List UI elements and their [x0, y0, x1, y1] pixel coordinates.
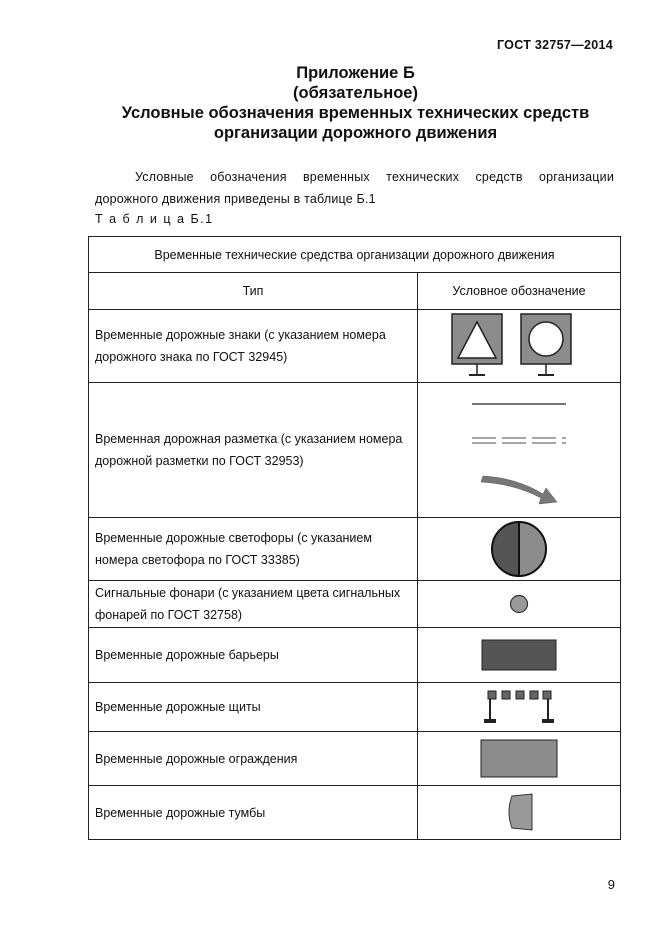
header-symbol: Условное обозначение	[418, 273, 621, 310]
table-row	[89, 683, 621, 732]
row-symbol	[418, 518, 621, 581]
table-row	[89, 732, 621, 786]
header-type: Тип	[89, 273, 418, 310]
table-row	[89, 628, 621, 683]
row-type: Временная дорожная разметка (с указанием номера дорожной разметки по ГОСТ 32953)	[89, 383, 418, 518]
appendix-heading	[88, 63, 623, 143]
appendix-title: Приложение Б	[296, 64, 415, 82]
road-fence-icon	[479, 738, 559, 780]
table-title-row	[89, 237, 621, 273]
temporary-traffic-light-icon	[489, 519, 549, 579]
intro-text: Условные обозначения временных технических средств организации дорожного движения приведены в таблице Б.1	[95, 170, 614, 206]
row-symbol	[418, 581, 621, 628]
row-type: Временные дорожные светофоры (с указанием номера светофора по ГОСТ 33385)	[89, 518, 418, 581]
row-type: Сигнальные фонари (с указанием цвета сигнальных фонарей по ГОСТ 32758)	[89, 581, 418, 628]
signal-lamp-icon	[508, 593, 530, 615]
table-header-row	[89, 273, 621, 310]
intro-paragraph	[95, 166, 614, 210]
table-title: Временные технические средства организации дорожного движения	[89, 237, 621, 273]
road-bollard-icon	[502, 792, 536, 834]
row-symbol	[418, 786, 621, 840]
row-type: Временные дорожные тумбы	[89, 786, 418, 840]
row-type: Временные дорожные щиты	[89, 683, 418, 732]
symbols-table	[88, 236, 621, 840]
row-type: Временные дорожные ограждения	[89, 732, 418, 786]
page-number: 9	[607, 877, 615, 892]
temporary-road-signs-icon	[449, 312, 589, 380]
table-caption: Т а б л и ц а Б.1	[95, 212, 214, 226]
road-barrier-icon	[479, 637, 559, 673]
standard-code: ГОСТ 32757—2014	[496, 38, 613, 52]
table-row	[89, 310, 621, 383]
table-row	[89, 383, 621, 518]
row-type: Временные дорожные барьеры	[89, 628, 418, 683]
table-row	[89, 518, 621, 581]
row-symbol	[418, 383, 621, 518]
appendix-subtitle-line2: организации дорожного движения	[213, 124, 498, 142]
row-type: Временные дорожные знаки (с указанием номера дорожного знака по ГОСТ 32945)	[89, 310, 418, 383]
appendix-status: (обязательное)	[293, 84, 418, 102]
row-symbol	[418, 628, 621, 683]
row-symbol	[418, 310, 621, 383]
table-row	[89, 786, 621, 840]
appendix-subtitle-line1: Условные обозначения временных технических средств	[121, 104, 590, 122]
row-symbol	[418, 732, 621, 786]
road-shield-icon	[479, 687, 559, 727]
table-row	[89, 581, 621, 628]
row-symbol	[418, 683, 621, 732]
temporary-road-marking-icon	[459, 390, 579, 510]
